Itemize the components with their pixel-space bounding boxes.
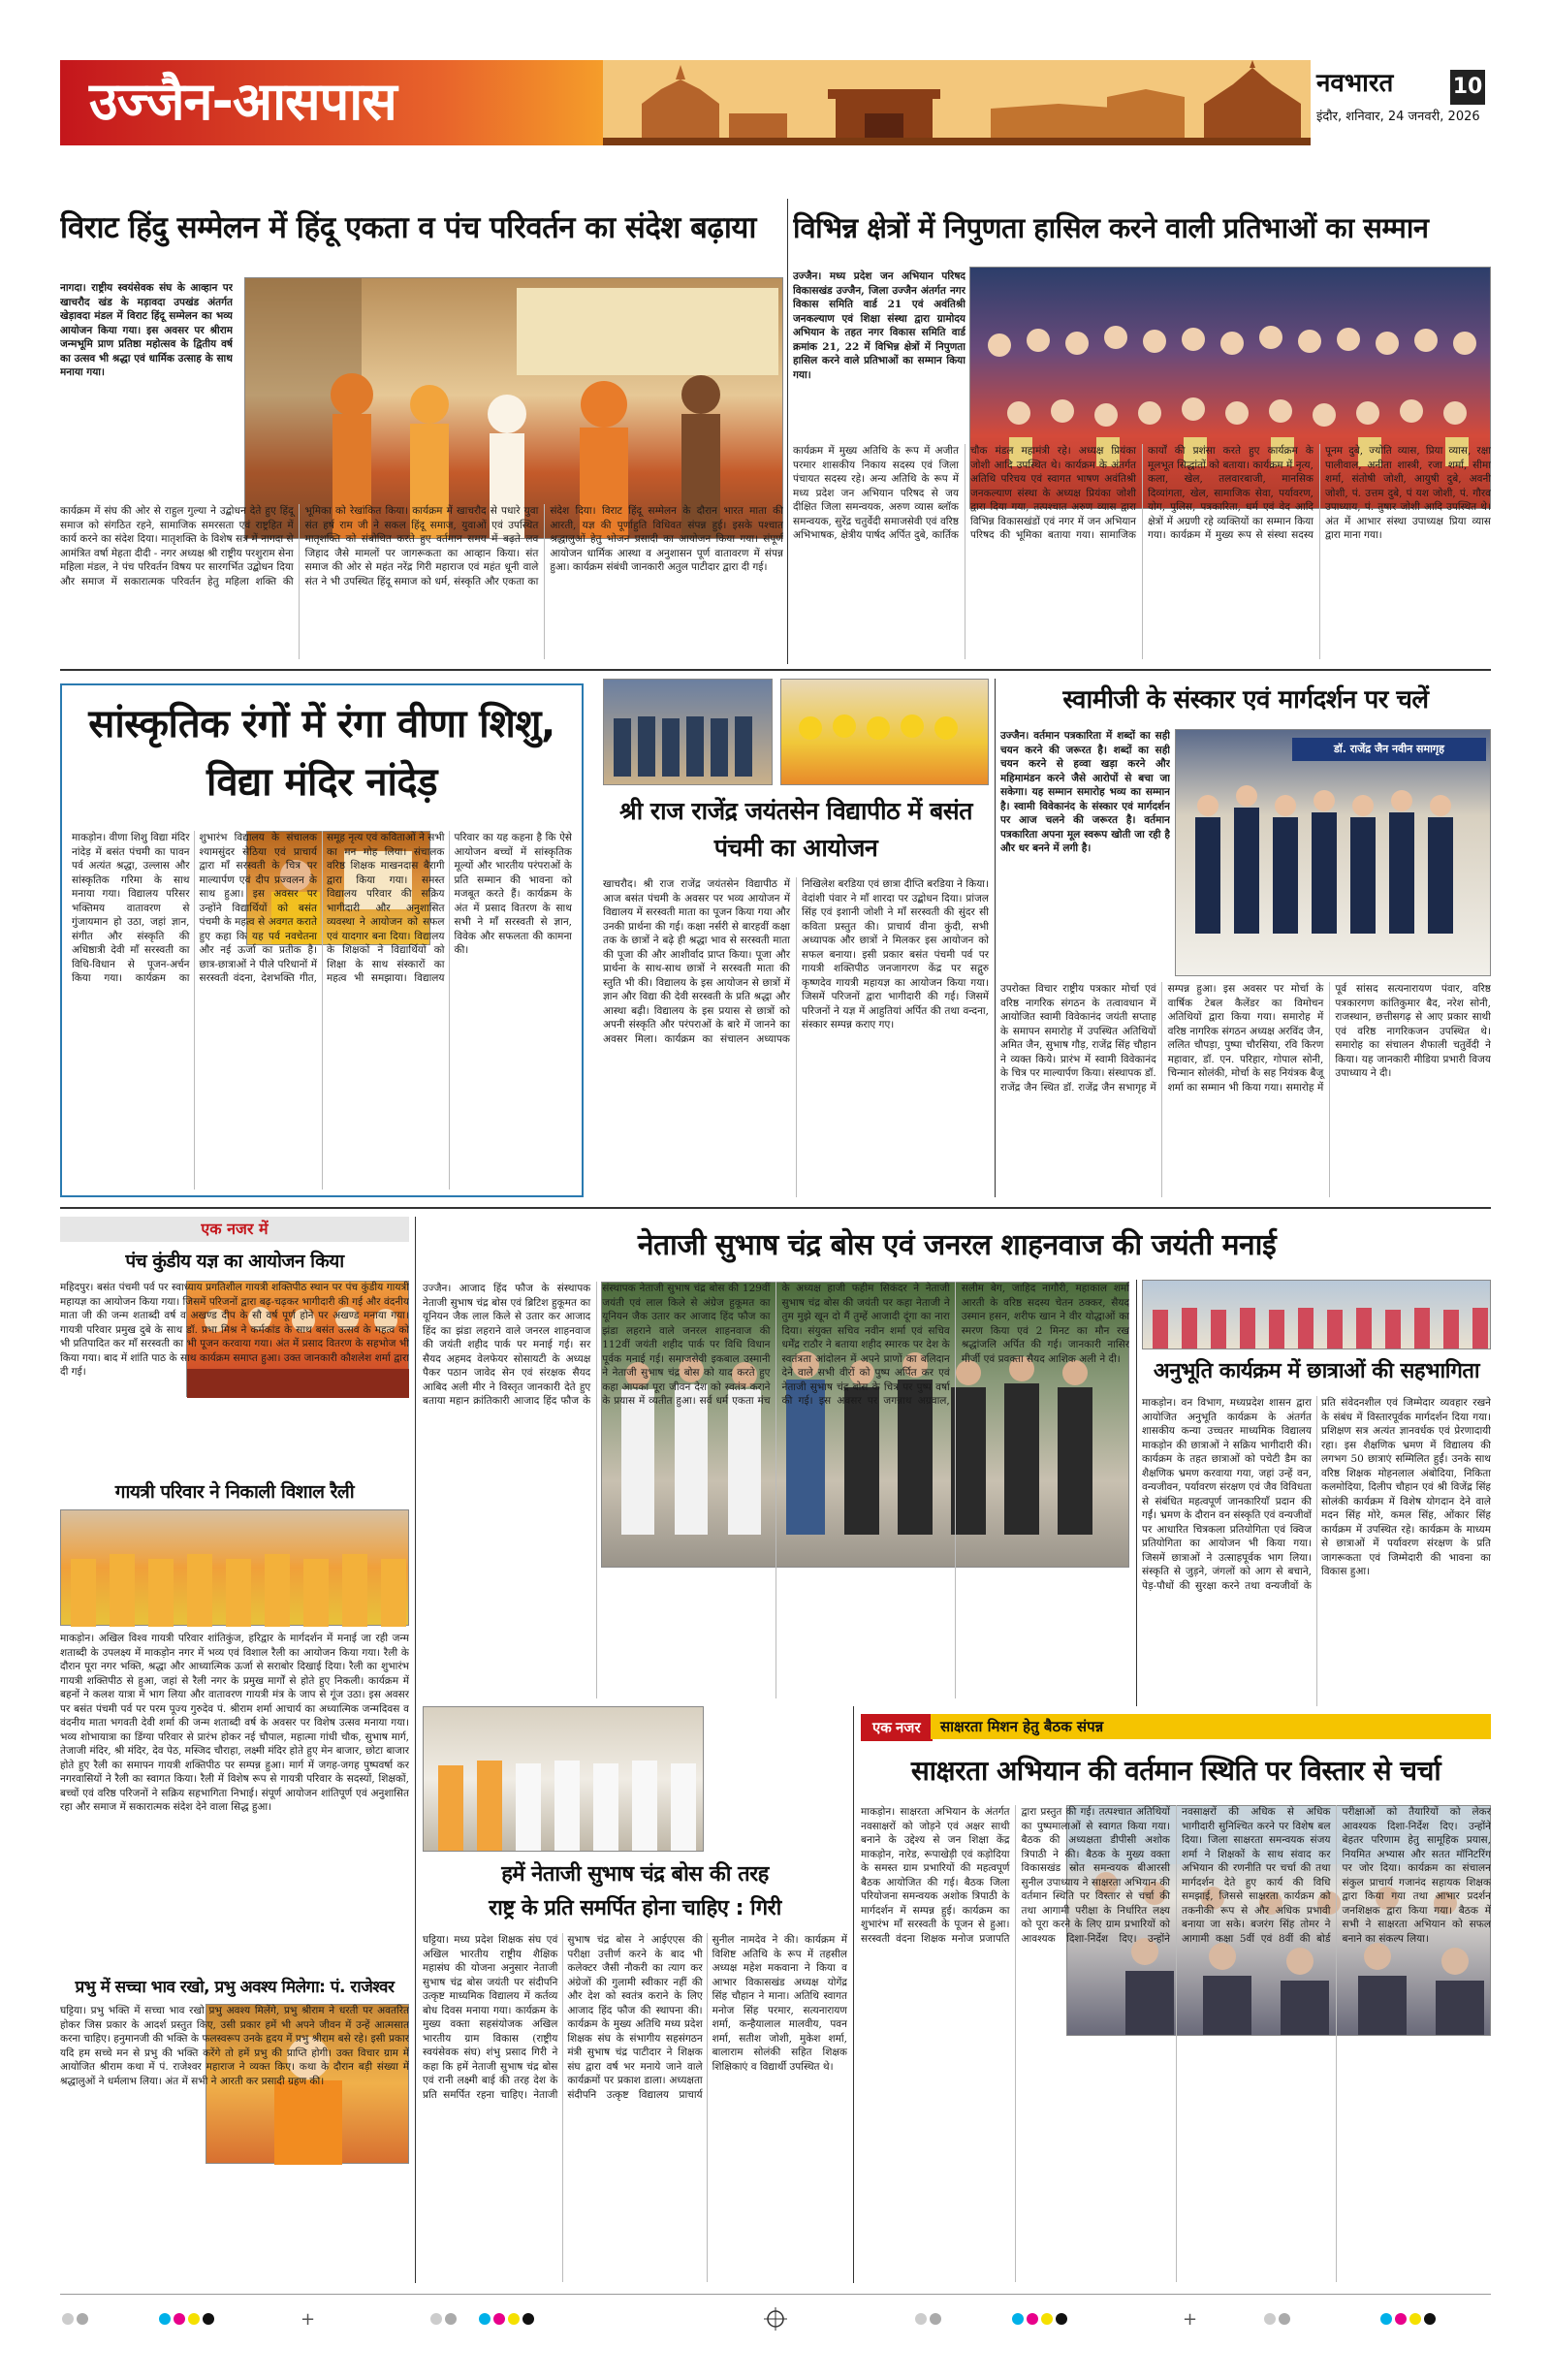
sidebar-b2-body: माकड़ोन। अखिल विश्व गायत्री परिवार शांतिकुंज, हरिद्वार के मार्गदर्शन में मनाई जा रही जन्म शताब्दी के उपलक्ष्य में माकड़ोन नगर में भव्य एवं विशाल रैली का आयोजन किया गया। रैली के दौरान पूरा नगर भक्ति, श्रद्धा और आध्यात्मिक ऊर्जा से सराबोर दिखाई दिया। रैली का शुभारंभ गायत्री शक्तिपीठ से हुआ, जहां से रैली नगर के प्रमुख मार्गों से होते हुए निकली। कार्यक्रम में बहनों ने कलश यात्रा में भाग लिया और वातावरण गायत्री मंत्र के जाप से गूंज उठा। इस अवसर पर बसंत पंचमी पर्व पर परम पूज्य गुरुदेव पं. श्रीराम शर्मा आचार्य का अध्यात्मिक जन्मदिवस व वंदनीय माता भगवती देवी शर्मा की जन्म शताब्दी वर्ष के अवसर पर विशेष उत्सव मनाया गया। भव्य शोभायात्रा का डिंग्या परिवार से प्रारंभ होकर नई चौपाल, महात्मा गांधी चौक, सुभाष मार्ग, तेजाजी मंदिर, श्री मंदिर, देव पेठ, मस्जिद चौराहा, लक्ष्मी मंदिर होते हुए मेन बाजार, छोटा बाजार होते हुए रैली का समापन गायत्री शक्तिपीठ पर सम्पन्न हुआ। मार्ग में जगह-जगह पुष्पवर्षा कर नगरवासियों ने रैली का स्वागत किया। रैली में विशेष रूप से गायत्री परिवार के सदस्यों, शिक्षकों, बच्चों एवं वरिष्ठ परिजनों ने सक्रिय सहभागिता निभाई। संपूर्ण आयोजन शांतिपूर्ण एवं अनुशासित रहा और समाज में सकारात्मक संदेश देने वाला सिद्ध हुआ।	[60, 1633, 409, 1813]
article-4-headline: श्री राज राजेंद्र जयंतसेन विद्यापीठ में बसंत पंचमी का आयोजन	[619, 797, 972, 862]
article-1-photo-art	[245, 278, 783, 539]
sidebar-b2-photo	[60, 1509, 409, 1626]
article-8-body: माकड़ोन। वन विभाग, मध्यप्रदेश शासन द्वारा आयोजित अनुभूति कार्यक्रम के अंतर्गत शासकीय कन्या उच्चतर माध्यमिक विद्यालय माकड़ोन की छात्राओं ने सक्रिय भागीदारी की। कार्यक्रम के तहत छात्राओं को पचेटी डैम का शैक्षणिक भ्रमण करवाया गया, जहां उन्हें वन, वन्यजीवन, पर्यावरण संरक्षण एवं जैव विविधता से संबंधित महत्वपूर्ण जानकारियाँ प्रदान की गईं। भ्रमण के दौरान वन संस्कृति एवं वन्यजीवों पर आधारित चित्रकला प्रतियोगिता एवं क्विज प्रतियोगिता का आयोजन भी किया गया। जिसमें छात्राओं ने उत्साहपूर्वक भाग लिया। संस्कृति से जुड़ने, जंगलों को आग से बचाने, पेड़-पौधों की सुरक्षा करने तथा वन्यजीवों के प्रति संवेदनशील एवं जिम्मेदार व्यवहार रखने के संबंध में विस्तारपूर्वक मार्गदर्शन दिया गया। प्रशिक्षण सत्र अत्यंत ज्ञानवर्धक एवं प्रेरणादायी रहा। इस शैक्षणिक भ्रमण में विद्यालय की लगभग 50 छात्राएं सम्मिलित हुईं। उनके साथ वरिष्ठ शिक्षक मोहनलाल अंबोदिया, निकिता कलमोदिया, दिलीप चौहान एवं श्री विजेंद्र सिंह सोलंकी कार्यक्रम में विशेष योगदान देने वाले मदन सिंह मोरे, कमल सिंह, ओंकार सिंह कार्यक्रम में उपस्थित रहे। कार्यक्रम के माध्यम से छात्राओं में पर्यावरण संरक्षण के प्रति जागरूकता एवं जिम्मेदारी की भावना का विकास हुआ।	[1142, 1397, 1491, 1592]
sidebar-b2-headline: गायत्री परिवार ने निकाली विशाल रैली	[114, 1481, 355, 1503]
print-registration-marks	[0, 2300, 1551, 2338]
sidebar-b1-body: महिदपुर। बसंत पंचमी पर्व पर स्वाध्याय प्रगतिशील गायत्री शक्तिपीठ स्थान पर पंच कुंडीय गायत्री महायज्ञ का आयोजन किया गया। जिसमें परिजनों द्वारा बढ़-चढ़कर भागीदारी की गई और वंदनीय माता जी की जन्म शताब्दी वर्ष व अखण्ड दीप के सौ वर्ष पूर्ण होने पर अखण्ड मनाया गया। गायत्री परिवार प्रमुख दुबे के साथ डॉ. प्रभा मिश्र ने कर्मकांड के साथ बसंत उत्सव के महत्व को भी प्रतिपादित कर माँ सरस्वती का भी पूजन करवाया गया। अंत में प्रसाद वितरण के सहभोज भी किया गया। बाद में शांति पाठ के साथ कार्यक्रम समाप्त हुआ। उक्त जानकारी कौशलेश शर्मा द्वारा दी गई।	[60, 1282, 409, 1378]
paper-name: नवभारत	[1316, 69, 1394, 98]
page-number: 10	[1450, 70, 1485, 105]
sidebar-b3-body: घट्टिया। प्रभु भक्ति में सच्चा भाव रखो प्रभु अवश्य मिलेंगे, प्रभु श्रीराम ने धरती पर अवतरित होकर जिस प्रकार के आदर्श प्रस्तुत किए, उसी प्रकार हमें भी अपने जीवन में उन्हें आत्मसात करना चाहिए। हनुमानजी की भक्ति के फलस्वरूप उनके हृदय में प्रभु श्रीराम बसे रहे। इसी प्रकार यदि हम सच्चे मन से प्रभु की भक्ति करेंगे तो हमें प्रभु की प्राप्ति होगी। उक्त विचार ग्राम में आयोजित श्रीराम कथा में पं. राजेश्वर महाराज ने व्यक्त किए। कथा के दौरान बड़ी संख्या में श्रद्धालुओं ने धर्मलाभ लिया। अंत में सभी ने आरती कर प्रसादी ग्रहण की।	[60, 2005, 409, 2087]
section-title: उज्जैन-आसपास	[89, 71, 396, 132]
article-4-photo-right-art	[781, 680, 989, 785]
divider	[787, 199, 788, 664]
article-8-photo	[1142, 1280, 1491, 1349]
svg-text:+: +	[301, 2309, 316, 2330]
article-7-headline-2: राष्ट्र के प्रति समर्पित होना चाहिए : गिरी	[489, 1896, 781, 1920]
article-5-headline: स्वामीजी के संस्कार एवं मार्गदर्शन पर चलें	[1062, 685, 1429, 714]
svg-text:+: +	[1183, 2309, 1198, 2330]
article-4-photo	[603, 679, 773, 785]
sidebar-b1-headline: पंच कुंडीय यज्ञ का आयोजन किया	[125, 1251, 344, 1272]
article-1-lead: नागदा। राष्ट्रीय स्वयंसेवक संघ के आव्हान पर खाचरौद खंड के मड़ावदा उपखंड अंतर्गत खेड़ावदा मंडल में विराट हिंदू सम्मेलन का भव्य आयोजन किया गया। इस अवसर पर श्रीराम जन्मभूमि प्राण प्रतिष्ठा महोत्सव के द्वितीय वर्ष का उत्सव भी श्रद्धा एवं धार्मिक उत्साह के साथ मनाया गया।	[60, 282, 233, 378]
temple-illustration	[603, 60, 1311, 145]
article-9-body: माकड़ोन। साक्षरता अभियान के अंतर्गत नवसाक्षरों को जोड़ने एवं अक्षर साथी बनाने के उद्देश्य से जन शिक्षा केंद्र माकड़ोन, नारेड, रूपाखेड़ी एवं कड़ोदिया के समस्त ग्राम प्रभारियों की महत्वपूर्ण बैठक आयोजित की गई। बैठक जिला परियोजना समन्वयक अशोक त्रिपाठी के मार्गदर्शन में सम्पन्न हुई। कार्यक्रम का शुभारंभ माँ सरस्वती के पूजन से हुआ। सरस्वती वंदना शिक्षक मनोज प्रजापति द्वारा प्रस्तुत की गई। तत्पश्चात अतिथियों का पुष्पमालाओं से स्वागत किया गया। बैठक की अध्यक्षता डीपीसी अशोक त्रिपाठी ने की। बैठक के मुख्य वक्ता विकासखंड स्रोत समन्वयक बीआरसी सुनील उपाध्याय ने साक्षरता अभियान की वर्तमान स्थिति पर विस्तार से चर्चा की तथा आगामी परीक्षा के निर्धारित लक्ष्य को पूरा करने के लिए ग्राम प्रभारियों को आवश्यक दिशा-निर्देश दिए। उन्होंने नवसाक्षरों की अधिक से अधिक भागीदारी सुनिश्चित करने पर विशेष बल दिया। जिला साक्षरता समन्वयक संजय शर्मा ने शिक्षकों के साथ संवाद कर अभियान की रणनीति पर चर्चा की तथा मार्गदर्शन देते हुए कार्य की विधि समझाई, जिससे साक्षरता कार्यक्रम को तकनीकी रूप से और अधिक प्रभावी बनाया जा सके। बजरंग सिंह तोमर ने आगामी कक्षा 5वीं एवं 8वीं की बोर्ड परीक्षाओं को तैयारियों को लेकर आवश्यक दिशा-निर्देश दिए। उन्होंने बेहतर परिणाम हेतु सामूहिक प्रयास, नियमित अभ्यास और सतत मॉनिटरिंग पर जोर दिया। कार्यक्रम का संचालन संकुल प्राचार्य गजानंद सहायक शिक्षक द्वारा किया गया तथा आभार प्रदर्शन जनशिक्षक द्वारा किया गया। बैठक में सभी ने साक्षरता अभियान को सफल बनाने का संकल्प लिया।	[861, 1806, 1491, 1945]
article-1-body: कार्यक्रम में संघ की ओर से राहुल गुल्या ने उद्बोधन देते हुए हिंदू समाज को संगठित रहने, सामाजिक समरसता एवं राष्ट्रहित में कार्य करने का संदेश दिया। मातृशक्ति के विशेष सत्र में नागदा से आमंत्रित वर्षा मेहता दीदी - नगर अध्यक्ष श्री राष्ट्रीय परशुराम सेना महिला मंडल, ने पंच परिवर्तन विषय पर सारगर्भित उद्बोधन दिया और समाज में सकारात्मक परिवर्तन हेतु महिला शक्ति की भूमिका को रेखांकित किया। कार्यक्रम में खाचरौद से पधारे युवा संत हर्ष राम जी ने सकल हिंदू समाज, युवाओं एवं उपस्थित मातृशक्ति को संबोधित करते हुए वर्तमान समय में बढ़ते लव जिहाद जैसे मामलों पर जागरूकता का आव्हान किया। संत समाज की ओर से महंत नरेंद्र गिरी महाराज एवं महंत धूनी वाले संत ने भी उपस्थित हिंदू समाज को धर्म, संस्कृति और एकता का संदेश दिया। विराट हिंदू सम्मेलन के दौरान भारत माता की आरती, यज्ञ की पूर्णाहुति विधिवत संपन्न हुई। इसके पश्चात श्रद्धालुओं हेतु भोजन प्रसादी का आयोजन किया गया। संपूर्ण आयोजन धार्मिक आस्था व अनुशासन पूर्ण वातावरण में संपन्न हुआ। कार्यक्रम संबंधी जानकारी अतुल पाटीदार द्वारा दी गई।	[60, 505, 783, 587]
article-6-headline: नेताजी सुभाष चंद्र बोस एवं जनरल शाहनवाज की जयंती मनाई	[637, 1228, 1277, 1262]
article-4-photo-left-art	[604, 680, 773, 785]
article-9-kicker: साक्षरता मिशन हेतु बैठक संपन्न	[940, 1718, 1104, 1735]
article-5-lead: उज्जैन। वर्तमान पत्रकारिता में शब्दों का सही चयन करने की जरूरत है। शब्दों का सही चयन करने से हव्वा खड़ा करने और महिमामंडन करने जैसे आरोपों से बचा जा सकेगा। यह सम्मान समारोह भव्य का सम्मान है। स्वामी विवेकानंद के संस्कार एवं मार्गदर्शन पर आज चलने की जरूरत है। वर्तमान पत्रकारिता अपना मूल स्वरूप खोती जा रही है और धर बनने में लगी है।	[1000, 730, 1170, 854]
article-6-body: उज्जैन। आजाद हिंद फौज के संस्थापक नेताजी सुभाष चंद्र बोस एवं ब्रिटिश हुकूमत का यूनियन जैक लाल किले से उतार कर आजाद हिंद का झंडा लहराने वाले जनरल शाहनवाज की जयंती शहीद पार्क पर मनाई गई। सर सैयद अहमद वेलफेयर सोसायटी के अध्यक्ष पैकर पठान जावेद सेन एवं संरक्षक सैयद आबिद अली मीर ने विस्तृत जानकारी देते हुए बताया महान क्रांतिकारी आजाद हिंद फौज के संस्थापक नेताजी सुभाष चंद्र बोस की 129वीं जयंती एवं लाल किले से अंग्रेज हुकूमत का यूनियन जैक उतार कर आजाद हिंद फौज का झंडा लहराने वाले जनरल शाहनवाज की 112वीं जयंती शहीद पार्क पर विधि विधान पूर्वक मनाई गई। समाजसेवी इकबाल उस्मानी ने नेताजी सुभाष चंद्र बोस को याद करते हुए कहा आपका पूरा जीवन देश को स्वतंत्र कराने के प्रयास में व्यतीत हुआ। सर्व धर्म एकता मंच के अध्यक्ष हाजी फहीम सिकंदर ने नेताजी सुभाष चंद्र बोस की जयंती पर कहा नेताजी ने तुम मुझे खून दो मैं तुम्हें आजादी दूंगा का नारा दिया। संयुक्त सचिव नवीन शर्मा एवं सचिव धर्मेंद्र राठौर ने बताया शहीद स्मारक पर देश के स्वतंत्रता आंदोलन में अपने प्राणों का बलिदान देने वाले सभी वीरों को पुष्प अर्पित कर एवं नेताजी सुभाष चंद्र बोस के चित्र पर पुष्प वर्षा की गई। इस अवसर पर जगन्नाथ अग्रवाल, सलीम बेग, जाहिद नागौरी, महाकाल शर्मा आरती के वरिष्ठ सदस्य चेतन ठक्कर, सैयद उस्मान हसन, शरीफ खान ने वीर योद्धाओं का स्मरण किया एवं 2 मिनट का मौन रख श्रद्धांजलि अर्पित की गई। जानकारी नासिर मीर्जी एवं प्रवक्ता सैयद आशिक अली ने दी।	[423, 1283, 1129, 1407]
article-1-headline: विराट हिंदु सम्मेलन में हिंदू एकता व पंच परिवर्तन का संदेश बढ़ाया	[60, 210, 756, 245]
divider	[60, 1207, 1491, 1209]
article-7-photo	[423, 1706, 704, 1852]
article-7-headline-1: हमें नेताजी सुभाष चंद्र बोस की तरह	[501, 1862, 769, 1887]
article-5-photo-banner: डॉ. राजेंद्र जैन नवीन समागृह	[1292, 738, 1486, 761]
article-8-headline: अनुभूति कार्यक्रम में छात्राओं की सहभागिता	[1153, 1359, 1480, 1383]
article-9-kicker-bar	[931, 1714, 1491, 1739]
article-8-photo-art	[1143, 1281, 1491, 1349]
divider	[60, 669, 1491, 671]
article-7-photo-art	[424, 1707, 704, 1852]
divider	[1136, 1280, 1137, 1706]
sidebar	[60, 1217, 409, 2283]
article-2-headline: विभिन्न क्षेत्रों में निपुणता हासिल करने वाली प्रतिभाओं का सम्मान	[793, 211, 1429, 244]
article-5-body: उपरोक्त विचार राष्ट्रीय पत्रकार मोर्चा एवं वरिष्ठ नागरिक संगठन के तत्वावधान में आयोजित स्वामी विवेकानंद जयंती सप्ताह के समापन समारोह में उपस्थित अतिथियों अमित जैन, सुभाष गौड़, राजेंद्र सिंह चौहान ने व्यक्त किये। प्रारंभ में स्वामी विवेकानंद के चित्र पर माल्यार्पण किया। संस्थापक डॉ. राजेंद्र जैन स्थित डॉ. राजेंद्र जैन सभागृह में सम्पन्न हुआ। इस अवसर पर मोर्चा के वार्षिक टेबल कैलेंडर का विमोचन अतिथियों द्वारा किया गया। समारोह में वरिष्ठ नागरिक संगठन अध्यक्ष अरविंद जैन, ललित चौपड़ा, पुष्पा चौरसिया, रवि किरण महावार, डॉ. एन. परिहार, गोपाल सोनी, चिन्मान सोलंकी, मोर्चा के सह नियंत्रक बैजू शर्मा का सम्मान भी किया गया। समारोह में पूर्व सांसद सत्यनारायण पंवार, वरिष्ठ पत्रकारगण कांतिकुमार बैद, नरेश सोनी, राजस्थान, छत्तीसगढ़ से आए प्रकार साथी एवं वरिष्ठ नागरिकजन उपस्थित थे। समारोह का संचालन शैफाली चतुर्वेदी ने किया। यह जानकारी मीडिया प्रभारी विजय उपाध्याय ने दी।	[1000, 983, 1491, 1094]
footer-rule	[60, 2294, 1491, 2295]
article-2-lead: उज्जैन। मध्य प्रदेश जन अभियान परिषद विकासखंड उज्जैन, जिला उज्जैन अंतर्गत नगर विकास समिति वार्ड 21 एवं अवंतिश्री जनकल्याण एवं शिक्षा संस्था द्वारा ग्रामोदय अभियान के तहत नगर विकास समिति वार्ड क्रमांक 21, 22 में विभिन्न क्षेत्रों में निपुणता हासिल करने वाले प्रतिभाओं का सम्मान किया गया।	[793, 270, 965, 381]
article-9-headline: साक्षरता अभियान की वर्तमान स्थिति पर विस्तार से चर्चा	[910, 1755, 1441, 1787]
article-2-body: कार्यक्रम में मुख्य अतिथि के रूप में अजीत परमार शासकीय निकाय सदस्य एवं जिला पंचायत सदस्य रहे। अन्य अतिथि के रूप में मध्य प्रदेश जन अभियान परिषद से जय दीक्षित जिला समन्वयक, अरुण व्यास ब्लॉक समन्वयक, सुरेंद्र चतुर्वेदी समाजसेवी एवं वरिष्ठ अभिभाषक, क्षेत्रीय पार्षद अर्पित दुबे, कार्तिक चौक मंडल महामंत्री रहे। अध्यक्ष प्रियंका जोशी आदि उपस्थित थे। कार्यक्रम के अंतर्गत अतिथि परिचय एवं स्वागत भाषण अवंतिश्री जनकल्याण संस्था के अध्यक्ष प्रियंका जोशी द्वारा दिया गया, तत्पश्चात अरुण व्यास द्वारा विभिन्न विकासखंडों एवं नगर में जन अभियान परिषद की भूमिका बताया गया। सामाजिक कार्यों की प्रशंसा करते हुए कार्यक्रम के मूलभूत सिद्धांतों को बताया। कार्यक्रम में नृत्य, कला, खेल, तलवारबाजी, मानसिक दिव्यांगता, खेल, सामाजिक सेवा, पर्यावरण, योग, पुलिस, पत्रकारिता, धर्म एवं वेद आदि क्षेत्रों में अग्रणी रहे व्यक्तियों का सम्मान किया गया। कार्यक्रम में मुख्य रूप से संस्था सदस्य पूनम दुबे, ज्योति व्यास, प्रिया व्यास, रक्षा पालीवाल, अनीता शास्त्री, रजा शर्मा, सीमा शर्मा, संतोषी जोशी, आयुषी दुबे, अवनी जोशी, पं. उत्तम दुबे, पं यश जोशी, पं. गौरव उपाध्याय, पं. तुषार जोशी आदि उपस्थित थे। अंत में आभार संस्था उपाध्यक्ष प्रिया व्यास द्वारा माना गया।	[793, 445, 1491, 541]
article-4-photo-2	[780, 679, 989, 785]
sidebar-b3-headline: प्रभु में सच्चा भाव रखो, प्रभु अवश्य मिलेगा: पं. राजेश्वर	[75, 1978, 395, 1997]
divider	[415, 1217, 416, 2283]
edition-date: इंदौर, शनिवार, 24 जनवरी, 2026	[1316, 110, 1480, 124]
article-1-photo	[244, 277, 783, 539]
sidebar-label: एक नजर में	[60, 1217, 409, 1242]
masthead	[60, 60, 1491, 145]
article-3-body: माकड़ोन। वीणा शिशु विद्या मंदिर नांदेड़ में बसंत पंचमी का पावन पर्व अत्यंत श्रद्धा, उल्लास और सांस्कृतिक गरिमा के साथ मनाया गया। विद्यालय परिसर भक्तिमय वातावरण से गुंजायमान हो उठा, जहां ज्ञान, संगीत और संस्कृति की अधिष्ठात्री देवी माँ सरस्वती का विधि-विधान से पूजन-अर्चन किया गया। कार्यक्रम का शुभारंभ विद्यालय के संचालक श्यामसुंदर सेठिया एवं प्राचार्य द्वारा माँ सरस्वती के चित्र पर माल्यार्पण एवं दीप प्रज्वलन के साथ हुआ। इस अवसर पर उन्होंने विद्यार्थियों को बसंत पंचमी के महत्व से अवगत कराते हुए कहा कि यह पर्व नवचेतना और नई ऊर्जा का प्रतीक है। छात्र-छात्राओं ने पीले परिधानों में सरस्वती वंदना, देशभक्ति गीत, समूह नृत्य एवं कविताओं ने सभी का मन मोह लिया। संचालक वरिष्ठ शिक्षक माखनदास बैरागी द्वारा किया गया। समस्त विद्यालय परिवार की सक्रिय भागीदारी और अनुशासित व्यवस्था ने आयोजन को सफल एवं यादगार बना दिया। विद्यालय के शिक्षकों ने विद्यार्थियों को शिक्षा के साथ संस्कारों का महत्व भी समझाया। विद्यालय परिवार का यह कहना है कि ऐसे आयोजन बच्चों में सांस्कृतिक मूल्यों और भारतीय परंपराओं के प्रति सम्मान की भावना को मजबूत करते हैं। कार्यक्रम के अंत में प्रसाद वितरण के साथ सभी ने माँ सरस्वती से ज्ञान, विवेक और सफलता की कामना की।	[72, 832, 572, 984]
article-4-body: खाचरौद। श्री राज राजेंद्र जयंतसेन विद्यापीठ में आज बसंत पंचमी के अवसर पर भव्य आयोजन में विद्यालय में सरस्वती माता का पूजन किया गया और उनकी प्रार्थना की गई। कक्षा नर्सरी से बारहवीं कक्षा तक के छात्रों ने बढ़े ही श्रद्धा भाव से सरस्वती माता की पूजा की और आशीर्वाद प्राप्त किया। पूजा और प्रार्थना के साथ-साथ छात्रों ने सरस्वती माता की स्तुति भी की। विद्यालय के इस आयोजन से छात्रों में ज्ञान और विद्या की देवी सरस्वती के प्रति श्रद्धा और आस्था बढ़ी। विद्यालय के इस प्रयास से छात्रों को अपनी संस्कृति और परंपराओं के बारे में जानने का अवसर मिला। कार्यक्रम का संचालन अध्यापक निखिलेश बरडिया एवं छात्रा दीप्ति बरडिया ने किया। वेदांशी पंवार ने माँ शारदा पर उद्बोधन दिया। प्रांजल सिंह एवं इशानी जोशी ने माँ सरस्वती की सुंदर सी कविता प्रस्तुत की। प्राचार्य वीना कुंदी, सभी अध्यापक और छात्रों ने मिलकर इस आयोजन को सफल बनाया। इसी प्रकार बसंत पंचमी पर्व पर गायत्री शक्तिपीठ जनजागरण केंद्र पर सद्गुरु कृष्णदेव गायत्री महायज्ञ का आयोजन किया गया। जिसमें परिजनों द्वारा भागीदारी की गई। जिसमें परिजनों ने यज्ञ में आहुतियां अर्पित की तथा वन्दना, संस्कार सम्पन्न कराए गए।	[603, 878, 989, 1045]
divider	[995, 679, 996, 1197]
divider	[853, 1706, 854, 2283]
sidebar-b2-photo-art	[61, 1510, 409, 1627]
article-3-headline: सांस्कृतिक रंगों में रंगा वीणा शिशु, विद्या मंदिर नांदेड़	[88, 702, 555, 805]
registration-marks-art	[0, 2300, 1551, 2338]
article-9-label: एक नजर	[861, 1714, 933, 1741]
masthead-right	[1311, 60, 1491, 145]
article-7-body: घट्टिया। मध्य प्रदेश शिक्षक संघ एवं अखिल भारतीय राष्ट्रीय शैक्षिक महासंघ की योजना अनुसार नेताजी सुभाष चंद्र बोस जयंती पर संदीपनि उत्कृष्ट माध्यमिक विद्यालय में कर्तव्य बोध दिवस मनाया गया। कार्यक्रम के मुख्य वक्ता सहसंयोजक अखिल भारतीय ग्राम विकास (राष्ट्रीय स्वयंसेवक संघ) शंभु प्रसाद गिरी ने कहा कि हमें नेताजी सुभाष चंद्र बोस एवं रानी लक्ष्मी बाई की तरह देश के प्रति समर्पित रहना चाहिए। नेताजी सुभाष चंद्र बोस ने आईएएस की परीक्षा उत्तीर्ण करने के बाद भी कलेक्टर जैसी नौकरी का त्याग कर अंग्रेजों की गुलामी स्वीकार नहीं की और देश को स्वतंत्र कराने के लिए आजाद हिंद फौज की स्थापना की। कार्यक्रम के मुख्य अतिथि मध्य प्रदेश शिक्षक संघ के संभागीय सहसंगठन मंत्री सुभाष चंद्र पाटीदार ने शिक्षक संघ द्वारा वर्ष भर मनाये जाने वाले कार्यक्रमों पर प्रकाश डाला। अध्यक्षता संदीपनि उत्कृष्ट विद्यालय प्राचार्य सुनील नामदेव ने की। कार्यक्रम में विशिष्ट अतिथि के रूप में तहसील अध्यक्ष महेश मकवाना ने किया व आभार विकासखंड अध्यक्ष योगेंद्र सिंह चौहान ने माना। अतिथि स्वागत मनोज सिंह परमार, सत्यनारायण शर्मा, कन्हैयालाल मालवीय, पवन शर्मा, सतीश जोशी, मुकेश शर्मा, बालाराम सोलंकी सहित शिक्षक शिक्षिकाएं व विद्यार्थी उपस्थित थे।	[423, 1934, 847, 2101]
masthead-temple-banner	[603, 60, 1311, 145]
masthead-section-title-box	[60, 60, 603, 145]
article-3-box	[60, 683, 584, 1197]
